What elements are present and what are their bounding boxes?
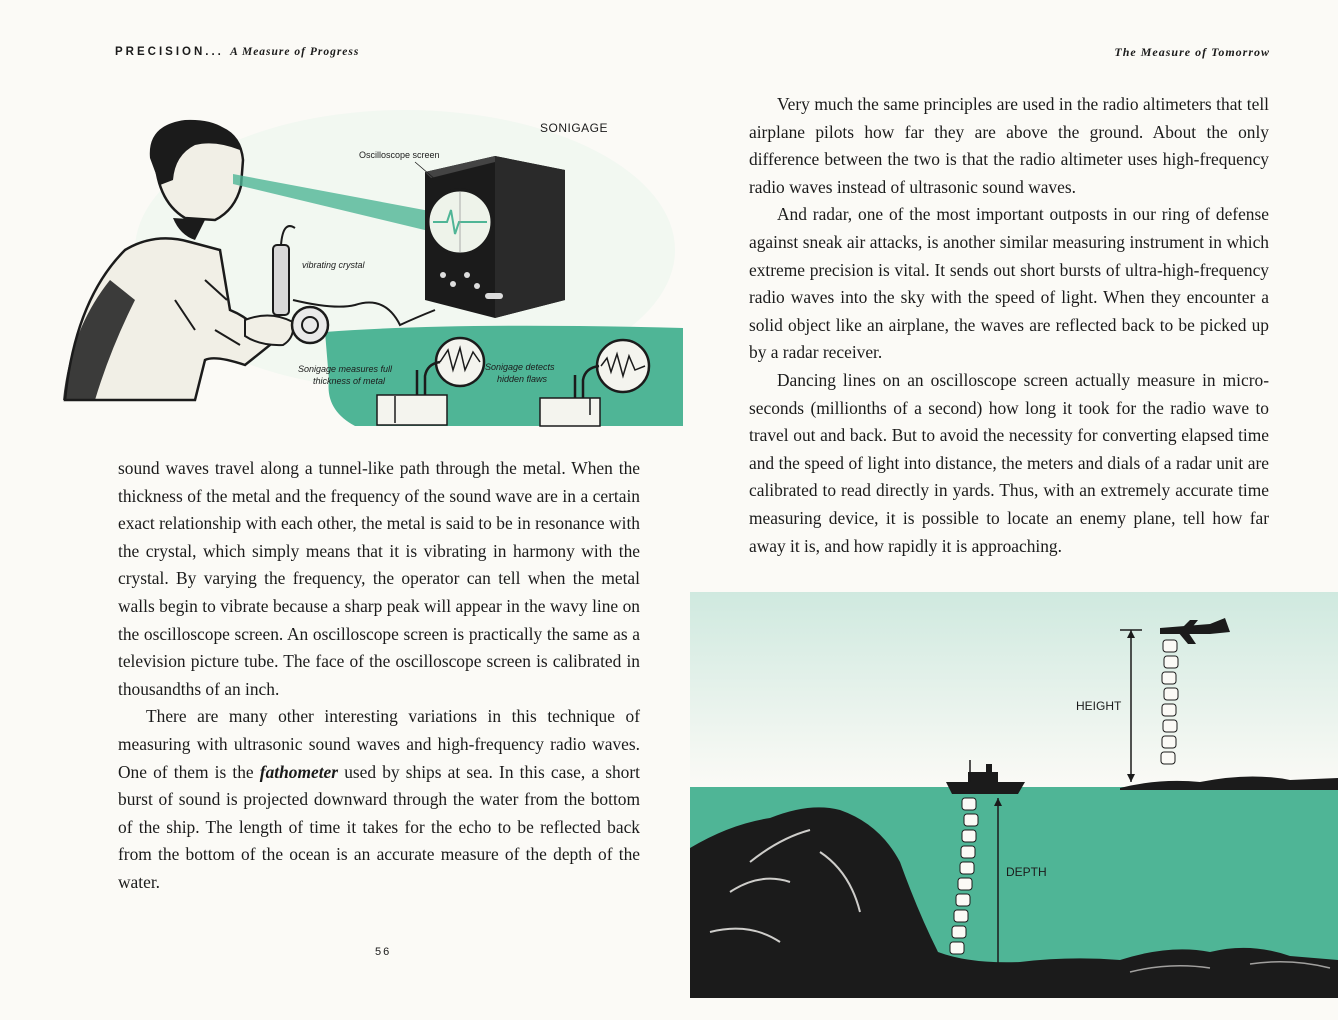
label-detects-line-1: Sonigage detects [485, 362, 555, 372]
radar-sonar-illustration [690, 592, 1338, 998]
figure-title-sonigage: SONIGAGE [540, 121, 609, 135]
running-head-right: The Measure of Tomorrow [1114, 45, 1270, 59]
sonigage-drawing [55, 100, 685, 430]
left-paragraph-1: sound waves travel along a tunnel-like path through the metal. When the thickness of the metal and the frequency of the sound wave are in a certain exact relationship with each other, the metal is said to be in resonance with the crystal, which simply means that it is vibrating in harmony with the crystal. By varying the frequency, the operator can tell when the metal walls begin to vibrate because a sharp peak will appear in the wavy line on the oscilloscope screen. An oscilloscope screen is practically the same as a television picture tube. The face of the oscilloscope screen is calibrated in thousandths of an inch. [118, 458, 640, 699]
term-fathometer: fathometer [259, 761, 339, 782]
radar-sonar-drawing [690, 592, 1338, 998]
label-oscilloscope-screen: Oscilloscope screen [359, 150, 440, 160]
left-paragraph-2-end: used by ships at sea. In this case, a short burst of sound is projected downward through the water from the bottom of the ship. The length of time it takes for the echo to be reflected back from the bottom of the ocean is an accurate measure of the depth of the water. [118, 761, 640, 892]
running-head-title: PRECISION... [115, 46, 224, 58]
sonigage-illustration [55, 100, 685, 430]
left-paragraph-2-start: There are many other interesting variations in this technique of measuring with ultrasonic sound waves and high-frequency radio waves. One of them is the [118, 706, 640, 782]
right-paragraph-3: Dancing lines on an oscilloscope screen actually measure in micro-seconds (millionths of a second) how long it took for the radio wave to travel out and back. But to avoid the necessity for converting elapsed time and the speed of light into distance, the meters and dials of a radar unit are calibrated to read directly in yards. Thus, with an extremely accurate time measuring device, it is possible to locate an enemy plane, tell how far away it is, and how rapidly it is approaching. [749, 369, 1269, 556]
running-head-left [115, 46, 359, 58]
left-body-text [118, 455, 640, 897]
right-paragraph-2: And radar, one of the most important outposts in our ring of defense against sneak air attacks, is another similar measuring instrument in which extreme precision is vital. It sends out short bursts of ultra-high-frequency radio waves into the sky with the speed of light. When they encounter a solid object like an airplane, the waves are reflected back to be picked up by a radar receiver. [749, 204, 1269, 363]
running-head-subtitle: A Measure of Progress [230, 46, 360, 58]
label-detects-line-2: hidden flaws [497, 374, 548, 384]
page-number: 56 [375, 946, 392, 958]
right-body-text [749, 91, 1269, 560]
label-depth: DEPTH [1006, 865, 1047, 879]
label-height: HEIGHT [1076, 699, 1122, 713]
left-paragraph-2 [118, 703, 640, 896]
label-vibrating-crystal: vibrating crystal [302, 260, 365, 270]
label-measures-line-1: Sonigage measures full [298, 364, 393, 374]
right-paragraph-1: Very much the same principles are used in the radio altimeters that tell airplane pilots how far they are above the ground. About the only difference between the two is that the radio altimeter uses high-frequency radio waves instead of ultrasonic sound waves. [749, 94, 1269, 197]
label-measures-line-2: thickness of metal [313, 376, 386, 386]
right-page [669, 0, 1338, 1020]
